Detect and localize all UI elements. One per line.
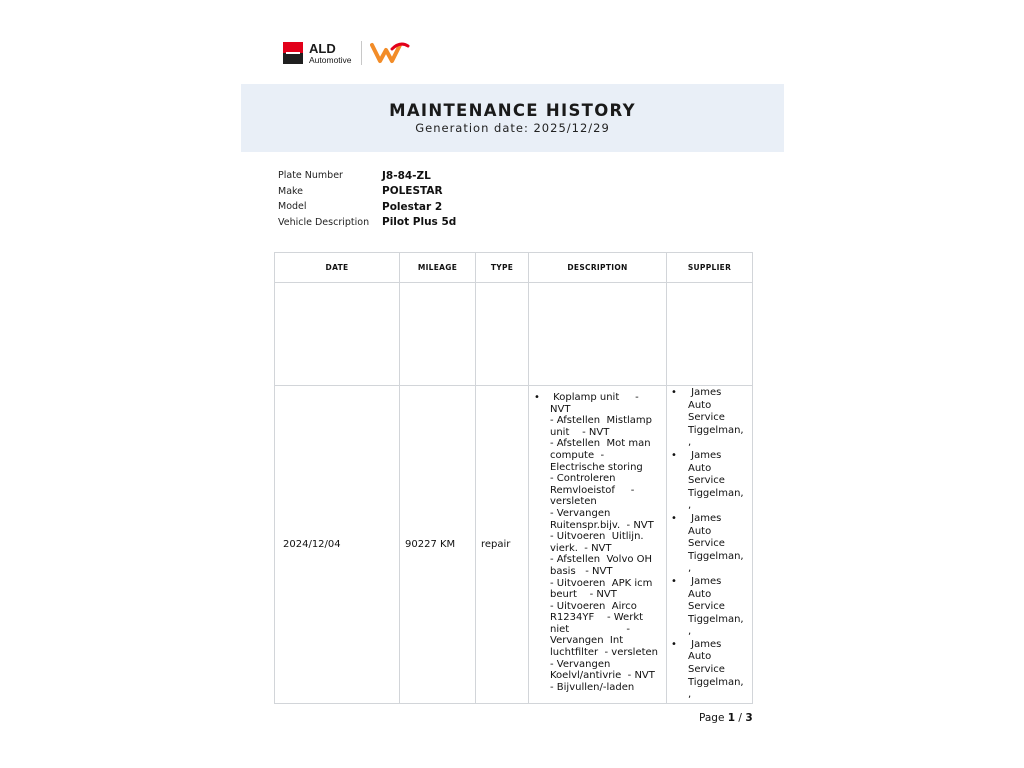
description-line: Electrische storing [550,461,643,473]
description-line: - Vervangen [550,658,611,670]
description-line: NVT [550,403,571,415]
ald-logo-mark [283,42,303,64]
model-label: Model [278,201,307,213]
supplier-list [667,386,752,702]
column-header-date: DATE [275,253,400,283]
description-line: compute - [550,449,605,461]
supplier-line: Auto [688,651,712,663]
table-row-empty [275,283,753,386]
page-separator: / [738,712,742,724]
description-line: niet - [550,623,631,635]
row-date: 2024/12/04 [275,386,400,704]
description-line: - Uitvoeren APK icm [550,577,653,589]
logo-line-2: Automotive [309,54,352,65]
page-title: MAINTENANCE HISTORY [389,101,636,120]
info-row-plate [278,168,456,184]
supplier-line: James [688,387,722,398]
info-row-model [278,199,456,215]
description-line: - Afstellen Mot man [550,438,651,450]
supplier-line: James [688,512,722,524]
info-row-description [278,215,456,231]
supplier-line: , [688,500,692,512]
supplier-line: James [688,638,722,650]
report-header [241,84,784,152]
supplier-line: Auto [688,462,712,474]
supplier-item [667,450,752,513]
description-line: Remvloeistof - [550,484,635,496]
supplier-line: Service [688,475,725,487]
supplier-bullet: • [671,387,677,398]
make-label: Make [278,185,304,197]
supplier-item [667,513,752,576]
supplier-line: , [688,626,692,638]
description-line: beurt - NVT [550,589,617,601]
row-description [529,386,667,704]
logo-divider [361,41,362,65]
supplier-line: , [688,437,692,449]
supplier-line: , [688,563,692,575]
supplier-line: Tiggelman, [688,487,744,499]
page-current: 1 [727,712,736,724]
logo-line-1: ALD [309,40,336,56]
model-value: Polestar 2 [382,200,443,213]
supplier-bullet: • [671,575,677,587]
description-line: R1234YF - Werkt [550,612,644,624]
description-line: unit - NVT [550,426,610,438]
column-header-description: DESCRIPTION [529,253,667,283]
column-header-type: TYPE [476,253,529,283]
supplier-line: Tiggelman, [688,550,744,562]
supplier-line: Tiggelman, [688,424,744,436]
description-line: - Vervangen [550,507,611,519]
ald-automotive-logo [283,40,410,66]
supplier-line: Service [688,412,725,424]
description-line: - Afstellen Mistlamp [550,415,653,427]
supplier-line: Auto [688,399,712,411]
supplier-line: , [688,689,692,701]
supplier-bullet: • [671,512,677,524]
page-total: 3 [745,712,753,724]
supplier-line: Auto [688,588,712,600]
description-line: vierk. - NVT [550,542,612,554]
description-line: - Uitvoeren Uitlijn. [550,531,644,543]
vehicle-info [278,168,456,230]
leaseplan-w-logo-icon [370,41,410,65]
supplier-line: Service [688,601,725,613]
description-bullet: • [534,392,540,403]
supplier-line: Tiggelman, [688,676,744,688]
description-line: versleten [550,496,597,508]
supplier-line: Auto [688,525,712,537]
description-line: basis - NVT [550,565,613,577]
supplier-line: James [688,449,722,461]
make-value: POLESTAR [382,185,443,198]
description-line: - Bijvullen/-laden [550,681,635,693]
vehicle-description-label: Vehicle Description [278,216,370,228]
row-supplier [667,386,753,704]
supplier-line: Tiggelman, [688,613,744,625]
generation-date: Generation date: 2025/12/29 [415,121,610,135]
description-line: luchtfilter - versleten [550,647,659,659]
table-header-row [275,253,753,283]
description-line: - Uitvoeren Airco [550,600,637,612]
description-line: Koelvl/antivrie - NVT [550,670,655,682]
row-type: repair [476,386,529,704]
supplier-item [667,639,752,702]
description-line: Ruitenspr.bijv. - NVT [550,519,654,531]
description-list [529,386,666,693]
column-header-mileage: MILEAGE [400,253,476,283]
ald-logo-text [309,42,352,65]
description-line: - Controleren [550,473,616,485]
page-prefix: Page [699,712,725,724]
supplier-item [667,387,752,450]
page-indicator [699,712,753,724]
supplier-bullet: • [671,449,677,461]
info-row-make [278,184,456,200]
plate-number-value: J8-84-ZL [382,169,431,182]
maintenance-table [274,252,753,704]
description-line: Koplamp unit - [550,392,639,403]
supplier-line: Service [688,538,725,550]
row-mileage: 90227 KM [400,386,476,704]
description-line: Vervangen Int [550,635,624,647]
description-line: - Afstellen Volvo OH [550,554,653,566]
vehicle-description-value: Pilot Plus 5d [382,216,457,229]
supplier-item [667,576,752,639]
supplier-line: Service [688,664,725,676]
table-row [275,386,753,704]
column-header-supplier: SUPPLIER [667,253,753,283]
plate-number-label: Plate Number [278,170,343,182]
supplier-bullet: • [671,638,677,650]
supplier-line: James [688,575,722,587]
